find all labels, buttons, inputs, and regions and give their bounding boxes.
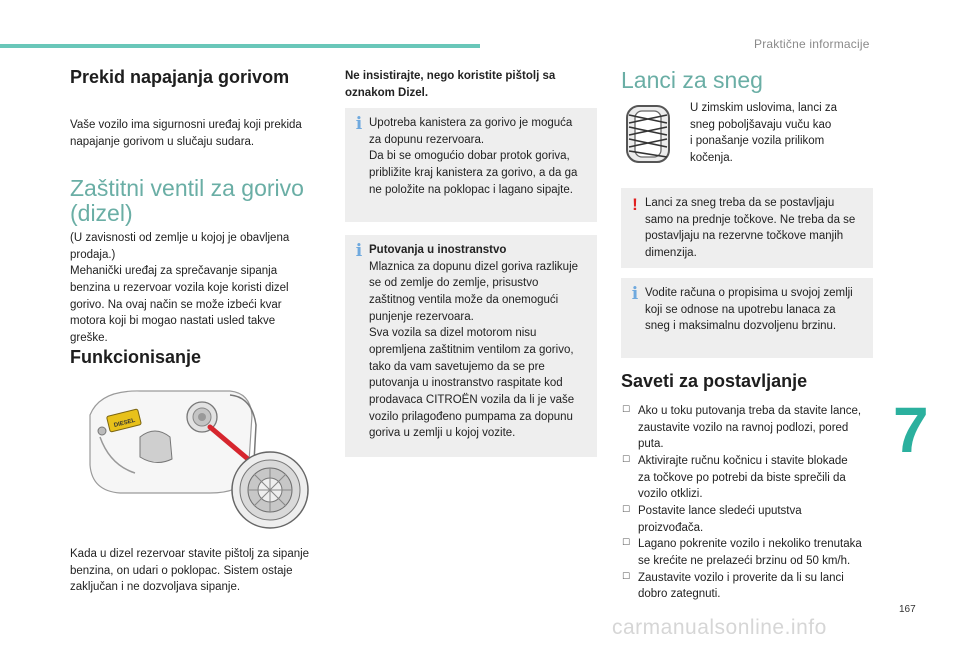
info-box-regulations: i Vodite računa o propisima u svojoj zemlji koji se odnose na upotrebu lanaca za sneg i maksimalnu dozvoljenu brzinu. [621, 278, 873, 358]
info-box-travel-abroad: i Putovanja u inostranstvo Mlaznica za dopunu dizel goriva razlikuje se od zemlje do zemlje, prisustvo zaštitnog ventila može da onemogući punjenje rezervoara. Sva vozila sa dizel motorom nisu opremljena zaštitnim ventilom za gorivo, tako da vam savetujemo da se pre putovanja u inostranstvo raspitate kod prodavaca CITROËN vozila da li je vaše vozilo prilagođeno pumpama za dopunu goriva u zemlji u kojoj vozite. [345, 235, 597, 457]
fuel-filler-illustration [80, 385, 330, 530]
info-icon: i [355, 241, 363, 261]
list-item: ☐ Postavite lance sledeći uputstva proizvođača. [622, 504, 802, 534]
paragraph-fuel-cutoff: Vaše vozilo ima sigurnosni uređaj koji prekida napajanje gorivom u slučaju sudara. [70, 119, 302, 148]
warning-box-front-wheels: ! Lanci za sneg treba da se postavljaju samo na prednje točkove. Ne treba da se postavljaju na rezervne točkove manjih dimenzija. [621, 188, 873, 268]
info-icon: i [355, 114, 363, 134]
fuel-cap-icon [140, 431, 172, 463]
filler-hinge-icon [98, 427, 106, 435]
info-box-jerrycan: i Upotreba kanistera za gorivo je moguća za dopunu rezervoara. Da bi se omogućio dobar protok goriva, približite kraj kanistera za gorivo, a da ga ne položite na poklopac i lagano sipajte. [345, 108, 597, 222]
list-item: ☐ Zaustavite vozilo i proverite da li su lanci dobro zategnuti. [622, 570, 844, 601]
paragraph-snow-chains-intro: U zimskim uslovima, lanci za sneg poboljšavaju vuču kao i ponašanje vozila prilikom kočenja. [690, 102, 837, 165]
chapter-number: 7 [893, 394, 929, 466]
page-header-title: Praktične informacije [754, 37, 870, 51]
diesel-label-text: DIESEL [113, 417, 136, 429]
paragraph-operation: Kada u dizel rezervoar stavite pištolj za sipanje benzina, on udari o poklopac. Sistem ostaje zaključan i ne dozvoljava sipanje. [70, 548, 310, 594]
heading-snow-chains: Lanci za sneg [621, 67, 763, 93]
snow-chain-icon [621, 103, 675, 165]
page-number: 167 [899, 604, 916, 615]
square-bullet-icon: ☐ [622, 537, 631, 548]
square-bullet-icon: ☐ [622, 454, 631, 465]
square-bullet-icon: ☐ [622, 570, 631, 581]
header-accent-bar [0, 44, 480, 48]
watermark: carmanualsonline.info [612, 616, 827, 639]
box-title-travel-abroad: Putovanja u inostranstvo [369, 244, 507, 256]
lead-use-diesel-pump: Ne insistirajte, nego koristite pištolj sa oznakom Dizel. [345, 70, 556, 99]
heading-fuel-valve: Zaštitni ventil za gorivo (dizel) [70, 175, 304, 227]
heading-fuel-cutoff: Prekid napajanja gorivom [70, 67, 290, 87]
heading-installation-tips: Saveti za postavljanje [621, 371, 808, 391]
paragraph-fuel-valve: (U zavisnosti od zemlje u kojoj je obavljena prodaja.) Mehanički uređaj za sprečavanje sipanja benzina u rezervoar vozila koje koristi dizel gorivo. Na ovaj način se može izbeći kvar motora koji bi mogao nastati usled takve greške. [70, 232, 290, 345]
list-item: ☐ Lagano pokrenite vozilo i nekoliko trenutaka se krećite ne prelazeći brzinu od 50 km/h. [622, 537, 862, 568]
warning-icon: ! [632, 195, 638, 214]
heading-operation: Funkcionisanje [70, 347, 202, 367]
square-bullet-icon: ☐ [622, 504, 631, 515]
list-item: ☐ Aktivirajte ručnu kočnicu i stavite blokade za točkove po potrebi da biste sprečili da vozilo otklizi. [622, 454, 848, 501]
square-bullet-icon: ☐ [622, 404, 631, 414]
info-icon: i [631, 284, 639, 304]
installation-tips-list [622, 403, 882, 603]
list-item: ☐ Ako u toku putovanja treba da stavite lance, zaustavite vozilo na ravnoj podlozi, pored puta. [622, 404, 862, 451]
